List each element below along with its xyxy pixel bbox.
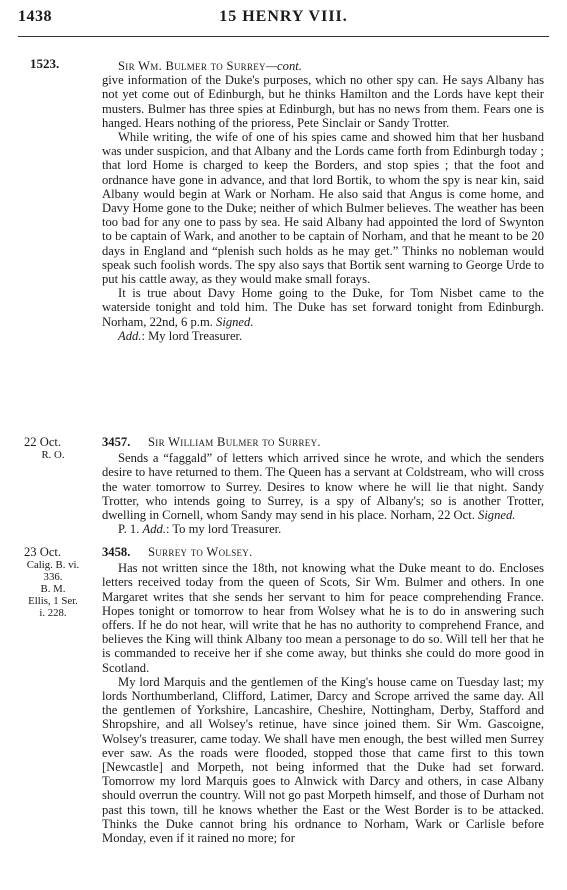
continued-entry-address (102, 329, 544, 343)
continued-entry-heading (102, 59, 544, 73)
entry-3458 (102, 545, 544, 845)
continued-entry (102, 59, 544, 343)
continued-entry-title: Sir Wm. Bulmer to Surrey (118, 59, 266, 73)
entry-3458-source-line: 336. (43, 571, 63, 583)
entry-3458-paragraph: My lord Marquis and the gentlemen of the King's house came on Tuesday last; my lords Northumberland, Clifford, Latimer, Darcy and Scrope arrived the same day. All the gentlemen of Yorkshire, Lancashire, Cheshire, Nottingham, Derby, Stafford and Shropshire, and all Wolsey's retinue, have since joined them. Sir Wm. Gascoigne, Wolsey's treasurer, came today. We shall have men enough, the best willed men Surrey ever saw. As the roads were flooded, stopped those that came first to this town [Newcastle] and Morpeth, not being informed that the Duke had set forward. Tomorrow my lord Marquis goes to Alnwick with Darcy and others, in case Albany should overrun the country. Will not go past Morpeth himself, and those of Durham not past this town, till he knows whether the East or the West Border is to be attacked. Thinks the Duke cannot bring his ordnance to Norham, Wark or Carlisle before Monday, even if it rained no more; for (102, 674, 544, 846)
page-header (18, 10, 549, 38)
continued-entry-signed: Signed. (216, 314, 254, 329)
continued-entry-add-label: Add. (118, 328, 142, 343)
running-title: 15 HENRY VIII. (219, 8, 348, 25)
page-number: 1438 (18, 8, 52, 25)
entry-3457-source: R. O. (41, 449, 65, 461)
header-rule (18, 36, 549, 37)
entry-3458-number: 3458. (102, 545, 131, 559)
continued-entry-add-text: : My lord Treasurer. (141, 328, 243, 343)
entry-3457-heading (102, 435, 544, 449)
entry-3457-paragraph (102, 451, 544, 522)
continued-entry-paragraph (102, 286, 544, 329)
entry-3457 (102, 435, 544, 536)
entry-3458-date: 23 Oct. (24, 545, 62, 559)
entry-3458-source-line: B. M. (40, 583, 66, 595)
entry-3458-heading (102, 545, 544, 559)
entry-3457-add-label: Add. (142, 522, 166, 537)
continued-entry-paragraph-text: It is true about Davy Home going to the Duke, for Tom Nisbet came to the waterside tonight and told him. The Duke has set forward tonight from Edinburgh. Norham, 22nd, 6 p.m. (102, 286, 544, 329)
continued-entry-paragraph: give information of the Duke's purposes, which no other spy can. He says Albany has not yet come out of Edinburgh, but he thinks Hamilton and the Lords have kept their musters. Bulmer has three spies at Edinburgh, but has no news from them. Fears one is hanged. Hears nothing of the prioress, Pete Sinclair or Sandy Trotter. (102, 73, 544, 130)
entry-3458-source-line: Ellis, 1 Ser. (28, 595, 78, 607)
continued-entry-cont: —cont. (265, 59, 302, 73)
entry-3458-source-line: i. 228. (39, 607, 67, 619)
entry-3458-paragraph: Has not written since the 18th, not knowing what the Duke meant to do. Encloses letters received today from the queen of Scots, Sir Wm. Bulmer and others. In one Margaret writes that she sends her servant to him for peace comprehending France. Hopes tonight or tomorrow to hear from Wolsey what he is to do in answering such offers. If he do not hear, will write that he has no authority to comprehend France, and believes the King will think Albany too mean a personage to do so. Will tell her that he is commanded to receive her if she come away, but thinks she could do more good in Scotland. (102, 561, 544, 675)
entry-3457-title: Sir William Bulmer to Surrey. (148, 435, 321, 449)
entry-3458-sources (18, 559, 88, 619)
entry-3457-signed: Signed. (478, 508, 516, 523)
entry-3457-paragraph-text: Sends a “faggald” of letters which arrived since he wrote, and which the senders desire to have returned to them. The Queen has a servant at Coldstream, who will cross the water tomorrow to Surrey. Desires to know where he will lie that night. Sandy Trotter, who intends going to Surrey, is a spy of Albany's; so is another Trotter, dwelling in Cornell, whom Sandy may send in his place. Norham, 22 Oct. (102, 451, 544, 523)
entry-3457-add-text: : To my lord Treasurer. (165, 522, 282, 537)
continued-entry-paragraph: While writing, the wife of one of his spies came and showed him that her husband was under suspicion, and that Albany and the Lords came forth from Edinburgh today ; that lord Home is charged to keep the Borders, and stop spies ; that the foot and ordnance have gone in advance, and that lord Bortik, to whom the spy is near kin, said Albany would begin at Wark or Norham. He also said that Angus is come home, and Davy Home gone to the Duke; neither of which Bulmer believes. The weather has been too bad for any one to pass by sea. He said Albany had appointed the lord of Swynton to be captain of Wark, and another to be captain of Norham, and that he meant to be 20 days in England and “plenish such holds as he may get.” Thinks no nobleman would speak such foolish words. The spy also says that Bortik sent warning to George Urde to put his cattle away, as they would make small forays. (102, 130, 544, 287)
entry-3457-number: 3457. (102, 435, 131, 449)
entry-3458-title: Surrey to Wolsey. (148, 545, 253, 559)
entry-3457-footer (102, 522, 544, 536)
entry-3457-pages: P. 1. (118, 522, 140, 537)
year-label: 1523. (30, 56, 60, 71)
entry-3458-source-line: Calig. B. vi. (26, 559, 80, 571)
entry-3457-date: 22 Oct. (24, 435, 62, 449)
